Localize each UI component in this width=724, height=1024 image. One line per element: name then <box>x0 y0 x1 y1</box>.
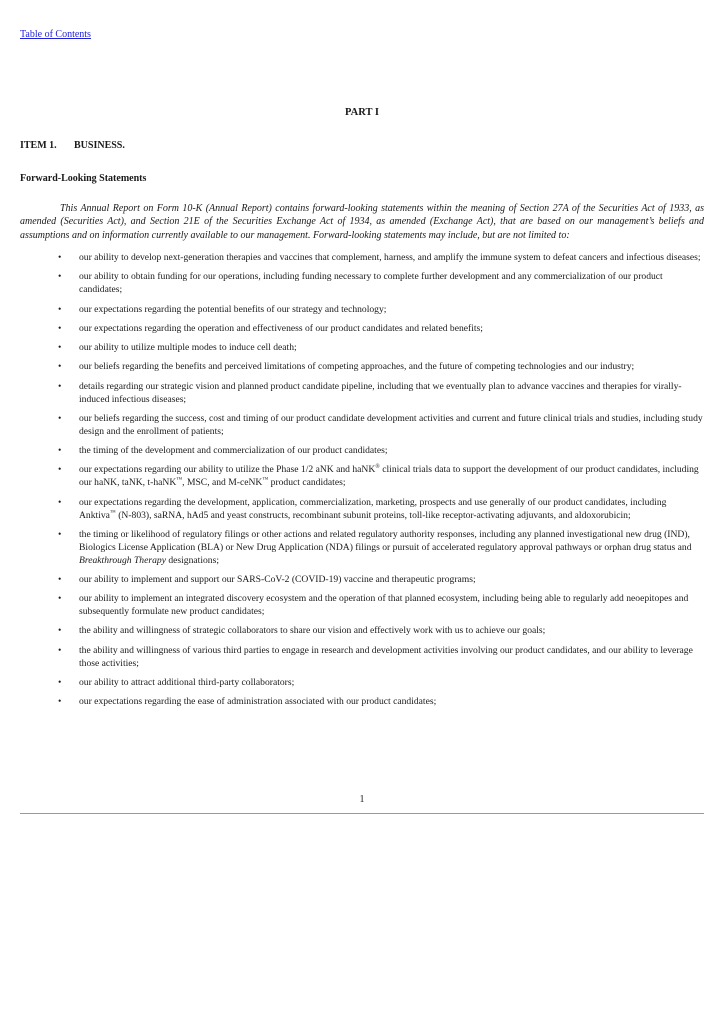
list-item <box>20 304 704 317</box>
list-item-text: our ability to implement and support our SARS-CoV-2 (COVID-19) vaccine and therapeutic programs; <box>79 573 476 585</box>
bullet-icon: • <box>58 593 62 605</box>
list-item <box>20 696 704 709</box>
bullet-icon: • <box>58 271 62 283</box>
list-item-text: our beliefs regarding the benefits and perceived limitations of competing approaches, and the future of competing technologies and our industry; <box>79 361 635 373</box>
list-item <box>20 445 704 458</box>
bullet-icon: • <box>58 380 62 392</box>
list-item-text: our expectations regarding the potential benefits of our strategy and technology; <box>79 303 387 315</box>
list-item-text: our beliefs regarding the success, cost and timing of our product candidate development activities and current and future clinical trials and studies, including study design and the enrollment of patients; <box>79 412 703 437</box>
item-title: BUSINESS. <box>74 140 125 151</box>
bullet-icon: • <box>58 322 62 334</box>
list-item <box>20 625 704 638</box>
list-item-text <box>79 464 699 488</box>
list-item-text: the timing of the development and commercialization of our product candidates; <box>79 445 388 457</box>
list-item-text: the ability and willingness of strategic collaborators to share our vision and effectively work with us to achieve our goals; <box>79 625 546 637</box>
intro-paragraph: This Annual Report on Form 10-K (Annual Report) contains forward-looking statements within the meaning of Section 27A of the Securities Act of 1933, as amended (Securities Act), and Section 21E of the Securities Exchange Act of 1934, as amended (Exchange Act), that are based on our management’s beliefs and assumptions and on information currently available to our management. Forward-looking statements may include, but are not limited to: <box>20 203 704 241</box>
text-segment: product candidates; <box>268 477 346 489</box>
emphasis-text: Breakthrough Therapy <box>79 554 166 566</box>
bullet-icon: • <box>58 412 62 424</box>
list-item <box>20 464 704 490</box>
bullet-icon: • <box>58 342 62 354</box>
text-segment: , MSC, and M-ceNK <box>182 477 263 489</box>
text-segment: our expectations regarding our ability to utilize the Phase 1/2 aNK and haNK <box>79 464 376 476</box>
bullet-icon: • <box>58 644 62 656</box>
bullet-icon: • <box>58 445 62 457</box>
list-item <box>20 677 704 690</box>
forward-looking-list <box>20 252 704 716</box>
bullet-icon: • <box>58 696 62 708</box>
bullet-icon: • <box>58 496 62 508</box>
bullet-icon: • <box>58 573 62 585</box>
list-item <box>20 323 704 336</box>
list-item-text: the ability and willingness of various third parties to engage in research and development activities involving our product candidates, and our ability to leverage those activities; <box>79 644 693 669</box>
list-item <box>20 413 704 439</box>
section-heading: Forward-Looking Statements <box>20 173 147 184</box>
bullet-icon: • <box>58 625 62 637</box>
list-item <box>20 529 704 568</box>
list-item-text: our expectations regarding the operation and effectiveness of our product candidates and related benefits; <box>79 322 483 334</box>
bullet-icon: • <box>58 361 62 373</box>
text-segment: (N-803), saRNA, hAd5 and yeast constructs, recombinant subunit proteins, toll-like receptor-activating adjuvants, and aldoxorubicin; <box>115 509 631 521</box>
item-heading <box>20 140 125 151</box>
list-item <box>20 497 704 523</box>
bullet-icon: • <box>58 252 62 263</box>
list-item <box>20 574 704 587</box>
list-item <box>20 593 704 619</box>
list-item-text: our ability to utilize multiple modes to induce cell death; <box>79 342 297 354</box>
item-number: ITEM 1. <box>20 140 57 151</box>
text-segment: designations; <box>165 554 219 566</box>
list-item-text: our ability to attract additional third-party collaborators; <box>79 676 295 688</box>
trademark-mark: ™ <box>262 477 269 484</box>
trademark-mark: ™ <box>176 477 183 484</box>
list-item-text: our ability to develop next-generation therapies and vaccines that complement, harness, and amplify the immune system to defeat cancers and infectious diseases; <box>79 252 701 263</box>
page-number: 1 <box>359 794 365 805</box>
list-item-text: our ability to implement an integrated discovery ecosystem and the operation of that planned ecosystem, including being able to regularly add neoepitopes and subsequently formulate new product candidates; <box>79 593 689 618</box>
list-item-text <box>79 529 692 566</box>
table-of-contents-link[interactable]: Table of Contents <box>20 29 91 40</box>
text-segment: the timing or likelihood of regulatory filings or other actions and related regulatory authority responses, including any planned investigational new drug (IND), Biologics License Application (BLA) or New Drug Application (NDA) filings or pursuit of accelerated regulatory approval pathways or orphan drug status and <box>79 528 692 553</box>
text-segment: our expectations regarding the development, application, commercialization, marketing, prospects and use generally of our product candidates, including Anktiva <box>79 496 667 521</box>
bullet-icon: • <box>58 303 62 315</box>
bullet-icon: • <box>58 676 62 688</box>
text-segment: clinical trials data to support the development of our product candidates, including our haNK, taNK, t-haNK <box>79 464 699 489</box>
list-item <box>20 381 704 407</box>
part-heading: PART I <box>345 107 379 118</box>
list-item-text <box>79 497 666 521</box>
list-item-text: our expectations regarding the ease of administration associated with our product candidates; <box>79 696 437 708</box>
bullet-icon: • <box>58 464 62 476</box>
page-divider <box>20 813 704 814</box>
trademark-mark: ™ <box>109 509 116 516</box>
list-item-text: our ability to obtain funding for our operations, including funding necessary to complete further development and any commercialization of our product candidates; <box>79 271 663 296</box>
bullet-icon: • <box>58 528 62 540</box>
list-item <box>20 271 704 297</box>
list-item <box>20 361 704 374</box>
list-item-text: details regarding our strategic vision and planned product candidate pipeline, including that we eventually plan to advance vaccines and therapies for virally-induced infectious diseases; <box>79 380 682 405</box>
list-item <box>20 252 704 265</box>
list-item <box>20 645 704 671</box>
registered-mark: ® <box>375 464 380 471</box>
list-item <box>20 342 704 355</box>
